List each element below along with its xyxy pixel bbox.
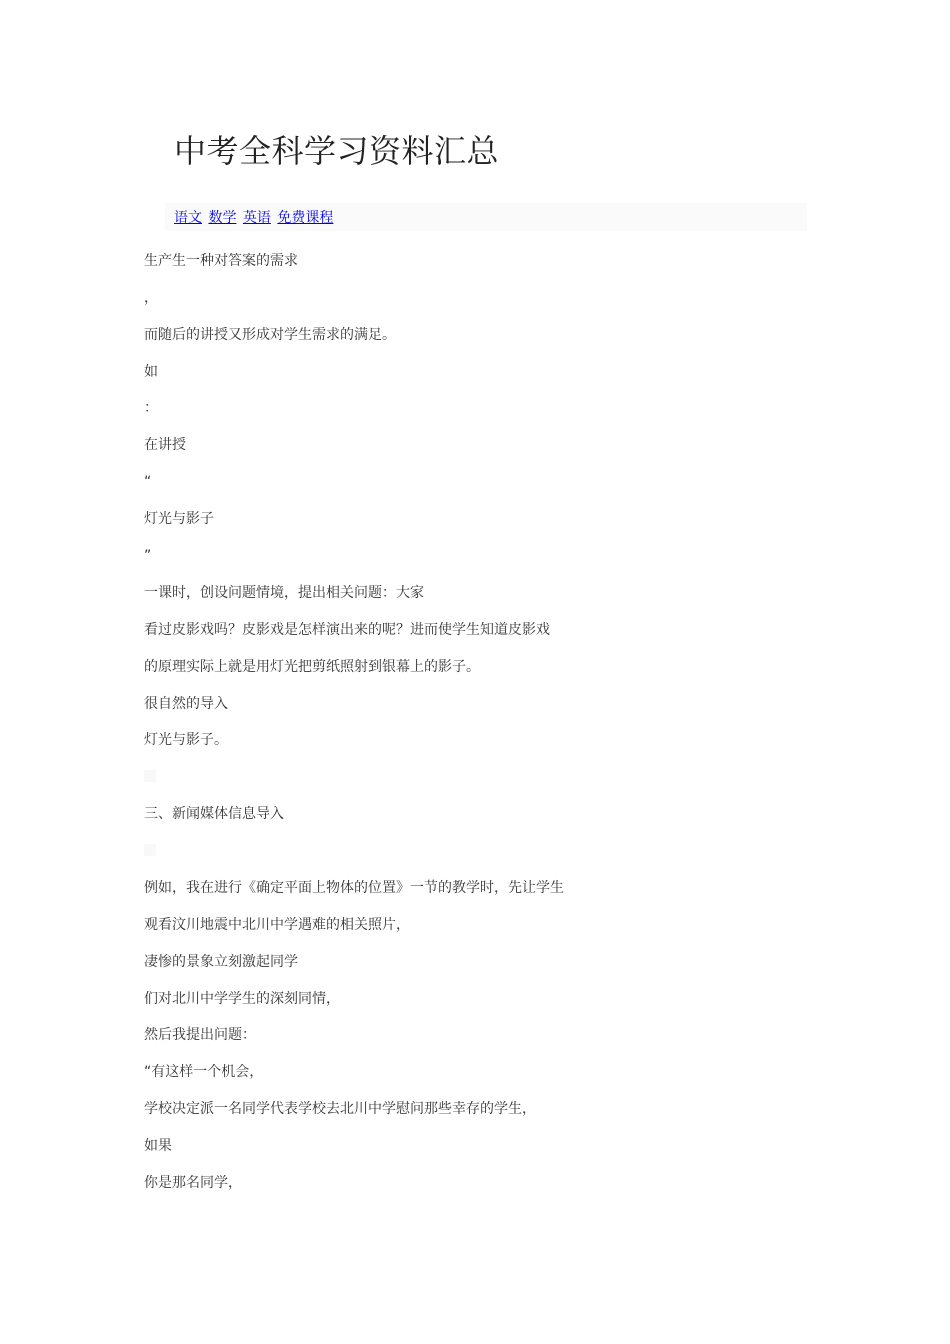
text-line: 观看汶川地震中北川中学遇难的相关照片， — [144, 917, 410, 933]
text-line: 而随后的讲授又形成对学生需求的满足。 — [144, 327, 396, 343]
section-heading: 三、新闻媒体信息导入 — [144, 806, 284, 822]
text-line: 凄惨的景象立刻激起同学 — [144, 954, 298, 970]
placeholder-mark — [144, 770, 156, 782]
text-line: 例如，我在进行《确定平面上物体的位置》一节的教学时，先让学生 — [144, 880, 564, 896]
nav-link-math[interactable]: 数学 — [208, 210, 237, 226]
text-line: 们对北川中学学生的深刻同情， — [144, 991, 340, 1007]
text-line: 一课时，创设问题情境，提出相关问题：大家 — [144, 585, 424, 601]
text-line: “有这样一个机会， — [144, 1064, 264, 1080]
subject-nav-bar — [165, 203, 807, 231]
nav-link-chinese[interactable]: 语文 — [174, 210, 202, 226]
text-line: 在讲授 — [144, 437, 186, 453]
text-line: 然后我提出问题： — [144, 1027, 256, 1043]
text-line: ， — [144, 290, 158, 306]
placeholder-mark — [144, 844, 156, 856]
nav-link-free-courses[interactable]: 免费课程 — [277, 210, 334, 226]
page-title: 中考全科学习资料汇总 — [174, 132, 500, 170]
text-line: ： — [144, 400, 158, 416]
text-line: 如 — [144, 364, 158, 380]
text-line: 学校决定派一名同学代表学校去北川中学慰问那些幸存的学生， — [144, 1101, 536, 1117]
text-line: “ — [144, 474, 152, 490]
text-line: 看过皮影戏吗？皮影戏是怎样演出来的呢？进而使学生知道皮影戏 — [144, 622, 550, 638]
text-line: 你是那名同学， — [144, 1175, 242, 1191]
text-line: 生产生一种对答案的需求 — [144, 253, 298, 269]
subject-nav-links — [174, 207, 335, 227]
text-line: 很自然的导入 — [144, 696, 228, 712]
nav-link-english[interactable]: 英语 — [242, 210, 271, 226]
text-line: 的原理实际上就是用灯光把剪纸照射到银幕上的影子。 — [144, 659, 480, 675]
text-line: ” — [144, 548, 152, 564]
text-line: 灯光与影子。 — [144, 732, 228, 748]
text-line: 如果 — [144, 1138, 172, 1154]
text-line: 灯光与影子 — [144, 511, 214, 527]
